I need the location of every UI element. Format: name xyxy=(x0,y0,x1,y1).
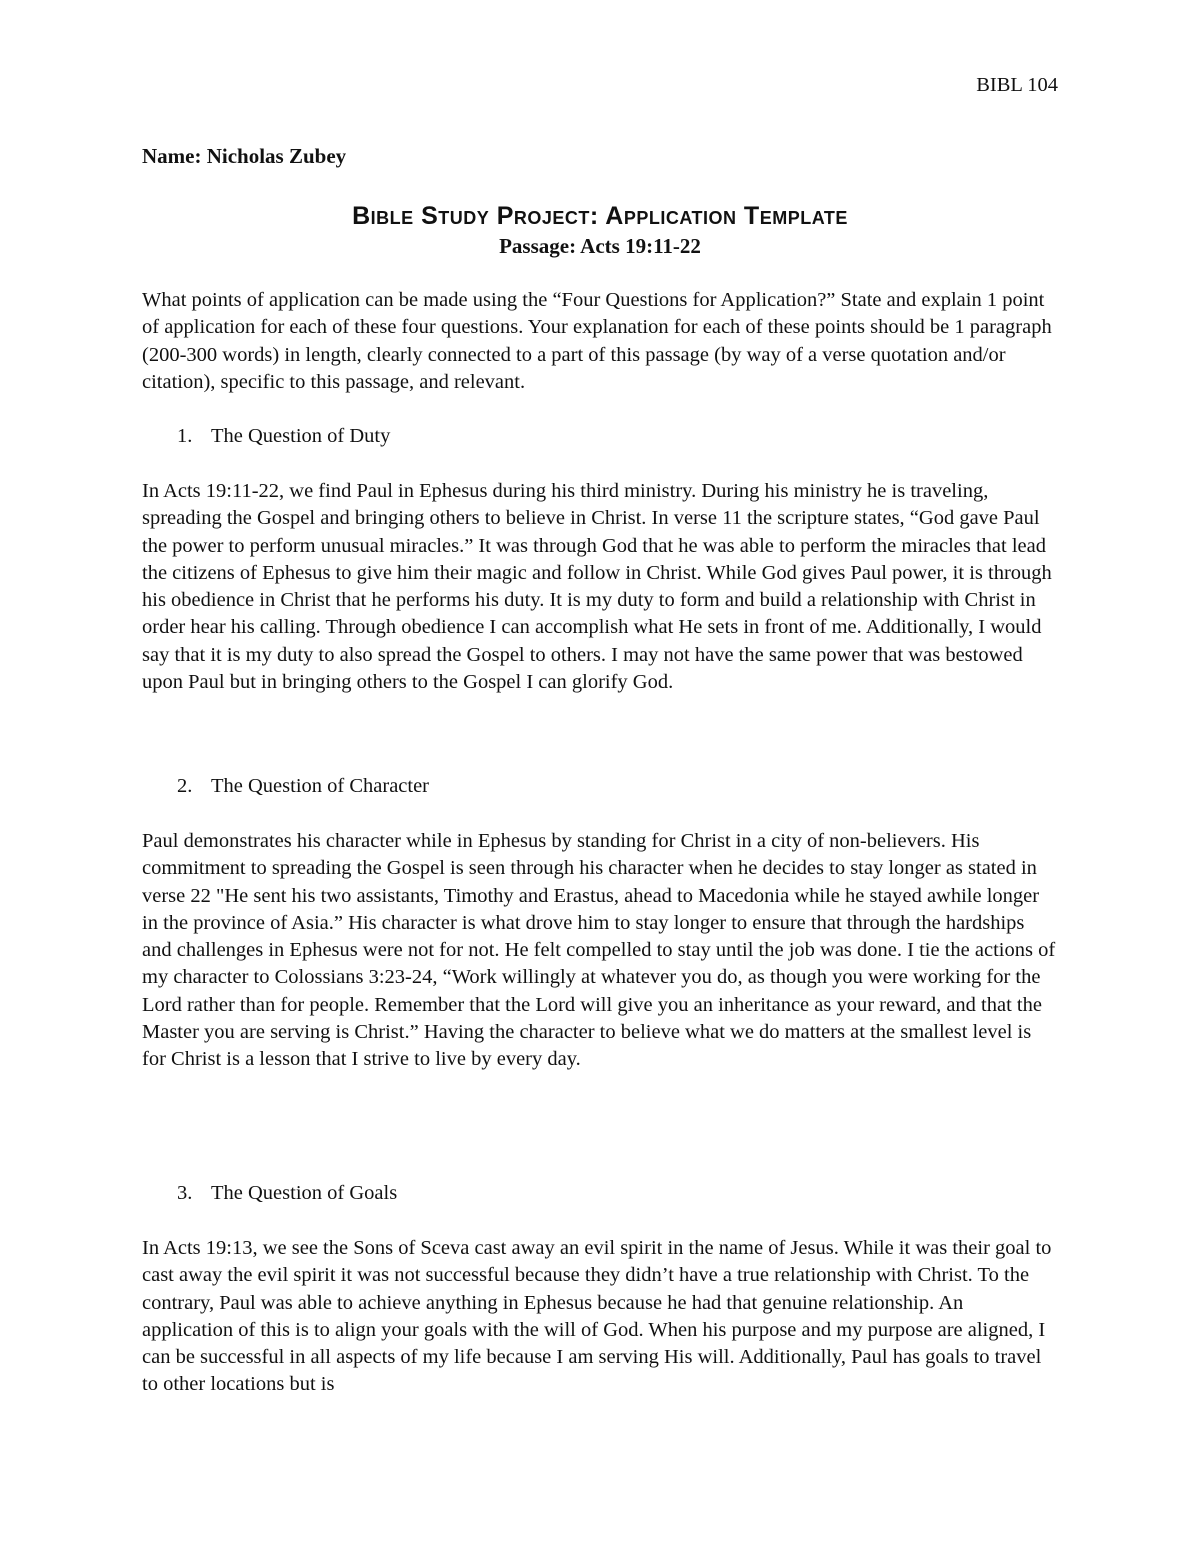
question-title: The Question of Goals xyxy=(211,1182,398,1204)
question-heading-goals xyxy=(177,1180,397,1207)
answer-paragraph-character: Paul demonstrates his character while in Ephesus by standing for Christ in a city of non-believers. His commitment to spreading the Gospel is seen through his character when he decides to stay longer as stated in verse 22 "He sent his two assistants, Timothy and Erastus, ahead to Macedonia while he stayed awhile longer in the province of Asia.” His character is what drove him to stay longer to ensure that through the hardships and challenges in Ephesus were not for not. He felt compelled to stay until the job was done. I tie the actions of my character to Colossians 3:23-24, “Work willingly at whatever you do, as though you were working for the Lord rather than for people. Remember that the Lord will give you an inheritance as your reward, and that the Master you are serving is Christ.” Having the character to believe what we do matters at the smallest level is for Christ is a lesson that I strive to live by every day. xyxy=(142,830,1056,1071)
instructions-paragraph: What points of application can be made using the “Four Questions for Application?” State and explain 1 point of application for each of these four questions. Your explanation for each of these points should be 1 paragraph (200-300 words) in length, clearly connected to a part of this passage (by way of a verse quotation and/or citation), specific to this passage, and relevant. xyxy=(142,289,1052,393)
passage-reference: Passage: Acts 19:11-22 xyxy=(499,234,701,258)
student-name: Name: Nicholas Zubey xyxy=(142,144,347,168)
title-block xyxy=(142,200,1058,260)
question-number: 1. xyxy=(177,425,193,447)
answer-paragraph-goals: In Acts 19:13, we see the Sons of Sceva cast away an evil spirit in the name of Jesus. While it was their goal to cast away the evil spirit it was not successful because they didn’t have a true relationship with Christ. To the contrary, Paul was able to achieve anything in Ephesus because he had that genuine relationship. An application of this is to align your goals with the will of God. When his purpose and my purpose are aligned, I can be successful in all aspects of my life because I am serving His will. Additionally, Paul has goals to travel to other locations but is xyxy=(142,1237,1052,1396)
answer-paragraph-duty: In Acts 19:11-22, we find Paul in Ephesus during his third ministry. During his ministry he is traveling, spreading the Gospel and bringing others to believe in Christ. In verse 11 the scripture states, “God gave Paul the power to perform unusual miracles.” It was through God that he was able to perform the miracles that lead the citizens of Ephesus to give him their magic and follow in Christ. While God gives Paul power, it is through his obedience in Christ that he performs his duty. It is my duty to form and build a relationship with Christ in order hear his calling. Through obedience I can accomplish what He sets in front of me. Additionally, I would say that it is my duty to also spread the Gospel to others. I may not have the same power that was bestowed upon Paul but in bringing others to the Gospel I can glorify God. xyxy=(142,480,1052,694)
document-title: Bible Study Project: Application Template xyxy=(352,202,848,230)
question-number: 3. xyxy=(177,1182,193,1204)
question-title: The Question of Duty xyxy=(211,425,391,447)
question-heading-character xyxy=(177,773,429,800)
course-code: BIBL 104 xyxy=(976,74,1058,96)
question-number: 2. xyxy=(177,775,193,797)
question-title: The Question of Character xyxy=(211,775,430,797)
question-heading-duty xyxy=(177,423,390,450)
